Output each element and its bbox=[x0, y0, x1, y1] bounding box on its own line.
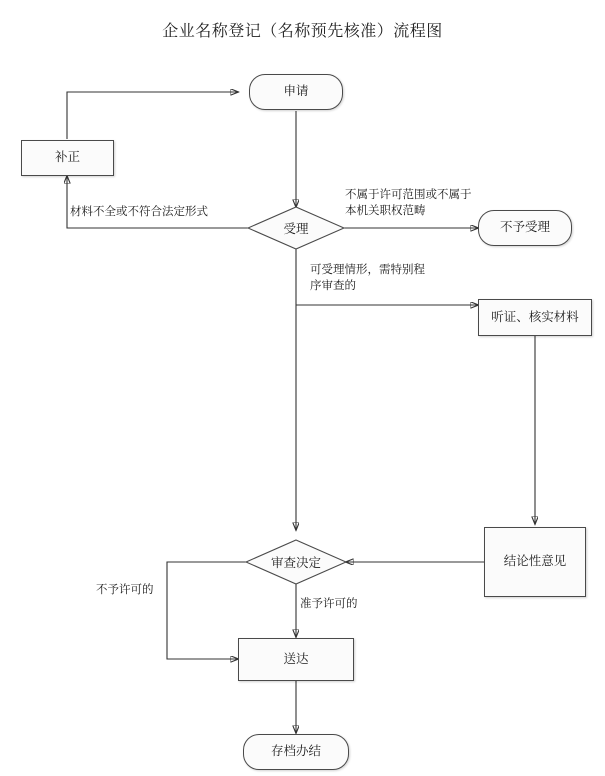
node-apply bbox=[249, 74, 343, 110]
node-reject bbox=[478, 210, 572, 246]
node-review-decision bbox=[245, 539, 347, 585]
node-deliver-label: 送达 bbox=[283, 651, 309, 666]
node-review-decision-label: 审查决定 bbox=[270, 556, 321, 570]
edge-label-incomplete: 材料不全或不符合法定形式 bbox=[70, 206, 208, 218]
node-accept bbox=[247, 206, 345, 250]
node-hearing-label: 听证、核实材料 bbox=[491, 309, 579, 324]
node-deliver bbox=[238, 638, 354, 681]
node-correction-label: 补正 bbox=[54, 150, 80, 165]
node-correction bbox=[21, 140, 114, 176]
node-hearing bbox=[478, 299, 592, 336]
node-archive bbox=[243, 734, 349, 770]
edge-label-out-of-scope: 不属于许可范围或不属于本机关职权范畴 bbox=[345, 189, 472, 217]
edge-label-special-procedure: 可受理情形，需特别程序审查的 bbox=[310, 264, 425, 292]
edge-label-not-permitted: 不予许可的 bbox=[96, 584, 154, 596]
node-conclusion-label: 结论性意见 bbox=[503, 554, 567, 569]
node-conclusion bbox=[484, 527, 586, 597]
node-reject-label: 不予受理 bbox=[499, 220, 550, 235]
node-apply-label: 申请 bbox=[283, 84, 309, 99]
node-archive-label: 存档办结 bbox=[270, 744, 321, 759]
page-title: 企业名称登记（名称预先核准）流程图 bbox=[162, 23, 443, 40]
edge-label-permitted: 准予许可的 bbox=[300, 598, 358, 610]
node-accept-label: 受理 bbox=[283, 222, 309, 236]
